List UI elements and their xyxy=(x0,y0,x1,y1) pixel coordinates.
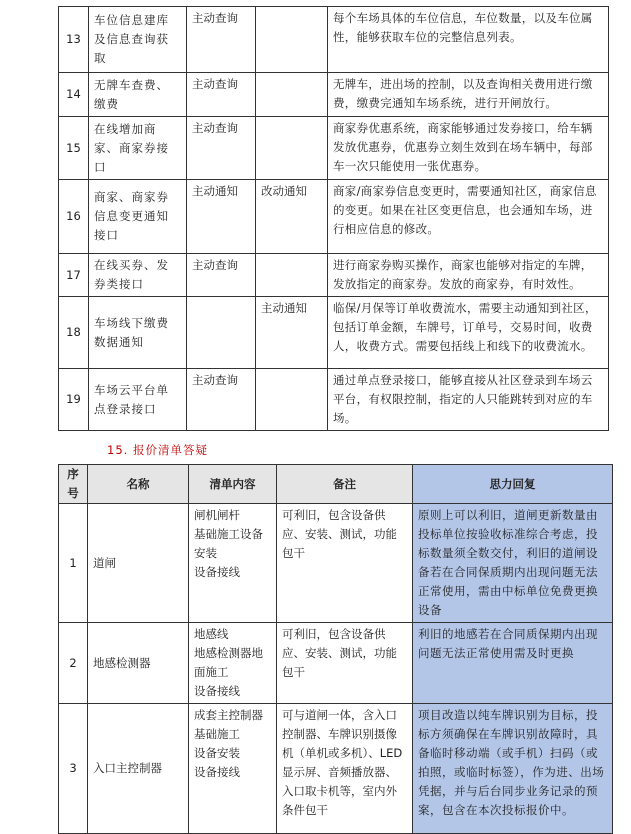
interface-name: 车场线下缴费数据通知 xyxy=(89,297,187,369)
row-number: 14 xyxy=(59,73,89,117)
query-mode: 主动查询 xyxy=(187,73,256,117)
content-line: 安装 xyxy=(194,546,217,560)
query-mode: 主动查询 xyxy=(187,369,256,431)
interface-table xyxy=(58,6,609,431)
interface-name: 在线买券、发券类接口 xyxy=(89,254,187,297)
interface-description: 进行商家券购买操作，商家也能够对指定的车牌，发放指定的商家券。发放的商家券，有时效性。 xyxy=(328,254,609,297)
notify-mode xyxy=(256,117,328,180)
table-row xyxy=(59,7,609,73)
row-number: 1 xyxy=(59,504,88,623)
row-number: 13 xyxy=(59,7,89,73)
content-line: 地感检测器地面施工 xyxy=(194,646,263,679)
interface-name: 无牌车查费、缴费 xyxy=(89,73,187,117)
notify-mode xyxy=(256,7,328,73)
table-row xyxy=(59,254,609,297)
query-mode xyxy=(187,297,256,369)
content-line: 成套主控制器 xyxy=(194,708,263,722)
interface-name: 车位信息建库及信息查询获取 xyxy=(89,7,187,73)
table-row xyxy=(59,180,609,254)
table-row xyxy=(59,297,609,369)
content-line: 基础施工设备 xyxy=(194,527,263,541)
interface-description: 无牌车，进出场的控制，以及查询相关费用进行缴费，缴费完通知车场系统，进行开闸放行。 xyxy=(328,73,609,117)
content-line: 设备安装 xyxy=(194,746,240,760)
section-heading: 15. 报价清单答疑 xyxy=(107,443,208,457)
table-row xyxy=(59,117,609,180)
table-row xyxy=(59,704,613,834)
interface-description: 临保/月保等订单收费流水，需要主动通知到社区，包括订单金额，车牌号，订单号，交易时间，收费人，收费方式。需要包括线上和线下的收费流水。 xyxy=(328,297,609,369)
table-row xyxy=(59,504,613,623)
query-mode: 主动查询 xyxy=(187,117,256,180)
item-name: 地感检测器 xyxy=(88,623,189,704)
notify-mode: 主动通知 xyxy=(256,297,328,369)
content-line: 基础施工 xyxy=(194,727,240,741)
notify-mode xyxy=(256,254,328,297)
content-line: 闸机闸杆 xyxy=(194,508,240,522)
item-reply: 项目改造以纯车牌识别为目标，投标方须确保在车牌识别故障时，具备临时移动端（或手机）扫码（或拍照，或临时标签），作为进、出场凭据，并与后台同步业务记录的预案，包含在本次投标报价中。 xyxy=(413,704,613,834)
row-number: 15 xyxy=(59,117,89,180)
table-row xyxy=(59,73,609,117)
header-reply: 思力回复 xyxy=(413,465,613,504)
header-number: 序号 xyxy=(59,465,88,504)
table-row xyxy=(59,623,613,704)
item-name: 道闸 xyxy=(88,504,189,623)
header-name: 名称 xyxy=(88,465,189,504)
content-line: 设备接线 xyxy=(194,765,240,779)
interface-name: 车场云平台单点登录接口 xyxy=(89,369,187,431)
item-content xyxy=(189,704,277,834)
interface-description: 每个车场具体的车位信息，车位数量，以及车位属性，能够获取车位的完整信息列表。 xyxy=(328,7,609,73)
header-row xyxy=(59,465,613,504)
item-remark: 可与道闸一体，含入口控制器、车牌识别摄像机（单机或多机）、LED显示屏、音频播放器、入口取卡机等，室内外条件包干 xyxy=(277,704,413,834)
query-mode: 主动查询 xyxy=(187,7,256,73)
table-row xyxy=(59,369,609,431)
interface-name: 在线增加商家、商家券接口 xyxy=(89,117,187,180)
item-content xyxy=(189,504,277,623)
item-remark: 可利旧，包含设备供应、安装、测试，功能包干 xyxy=(277,504,413,623)
item-reply: 利旧的地感若在合同质保期内出现问题无法正常使用需及时更换 xyxy=(413,623,613,704)
row-number: 16 xyxy=(59,180,89,254)
quotation-table xyxy=(58,464,613,834)
header-remark: 备注 xyxy=(277,465,413,504)
content-line: 设备接线 xyxy=(194,684,240,698)
content-line: 设备接线 xyxy=(194,565,240,579)
query-mode: 主动查询 xyxy=(187,254,256,297)
item-name: 入口主控制器 xyxy=(88,704,189,834)
row-number: 17 xyxy=(59,254,89,297)
interface-name: 商家、商家券信息变更通知接口 xyxy=(89,180,187,254)
interface-description: 商家/商家券信息变更时，需要通知社区，商家信息的变更。如果在社区变更信息，也会通知车场，进行相应信息的修改。 xyxy=(328,180,609,254)
interface-description: 商家券优惠系统，商家能够通过发券接口，给车辆发放优惠券，优惠券立刻生效到在场车辆中，每部车一次只能使用一张优惠券。 xyxy=(328,117,609,180)
notify-mode xyxy=(256,369,328,431)
notify-mode: 改动通知 xyxy=(256,180,328,254)
query-mode: 主动通知 xyxy=(187,180,256,254)
header-content: 清单内容 xyxy=(189,465,277,504)
notify-mode xyxy=(256,73,328,117)
row-number: 2 xyxy=(59,623,88,704)
row-number: 3 xyxy=(59,704,88,834)
interface-description: 通过单点登录接口，能够直接从社区登录到车场云平台，有权限控制，指定的人只能跳转到对应的车场。 xyxy=(328,369,609,431)
item-remark: 可利旧，包含设备供应、安装、测试，功能包干 xyxy=(277,623,413,704)
row-number: 19 xyxy=(59,369,89,431)
item-content xyxy=(189,623,277,704)
row-number: 18 xyxy=(59,297,89,369)
item-reply: 原则上可以利旧，道闸更新数量由投标单位按验收标准综合考虑，投标数量须全数交付，利旧的道闸设备若在合同保质期内出现问题无法正常使用，需由中标单位免费更换设备 xyxy=(413,504,613,623)
content-line: 地感线 xyxy=(194,627,229,641)
